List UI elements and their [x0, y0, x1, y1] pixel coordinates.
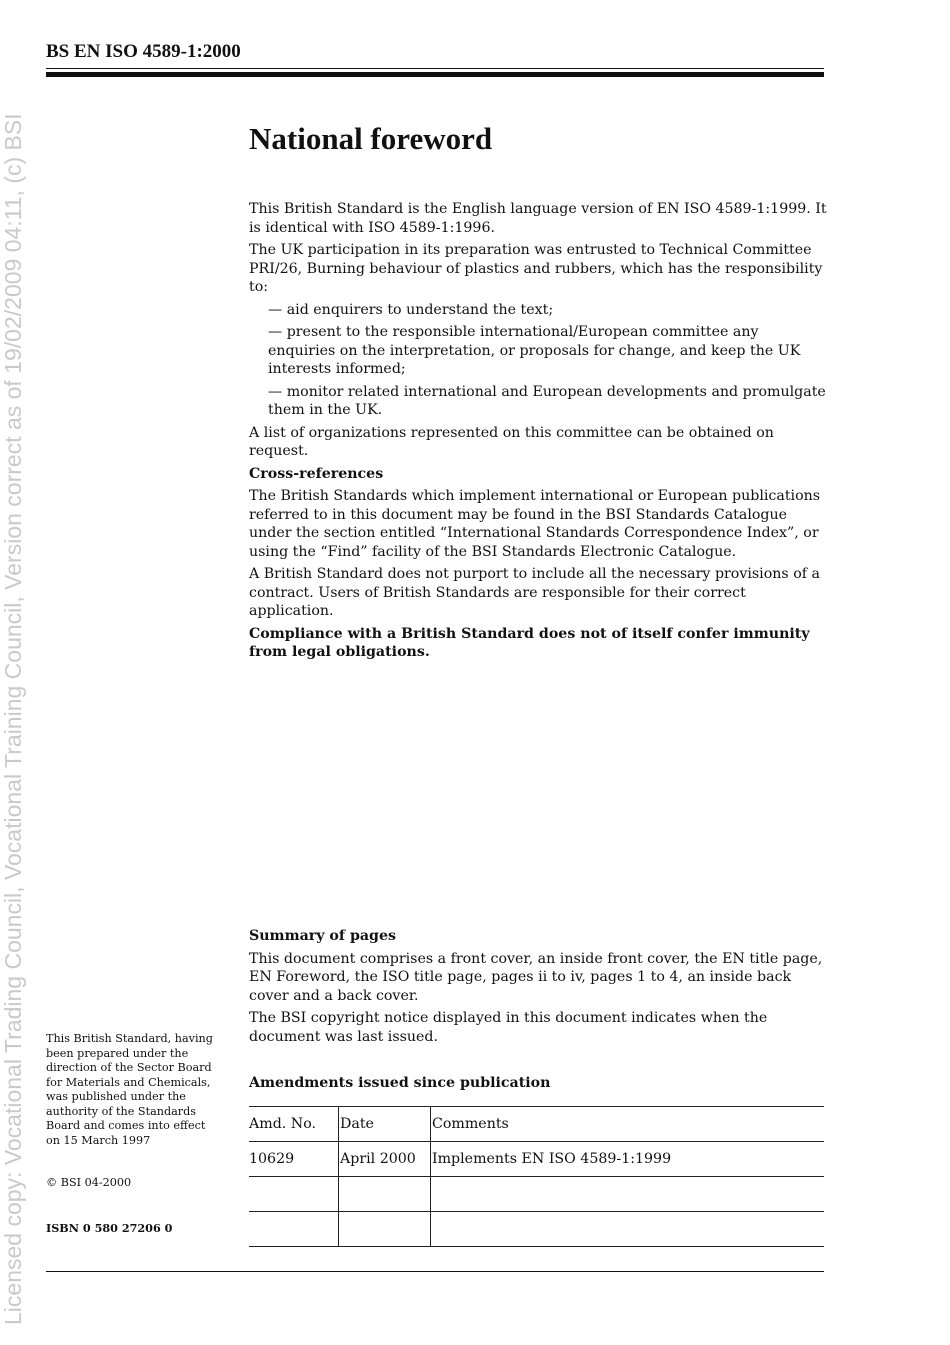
header-amd-no: Amd. No.	[249, 1107, 339, 1142]
summary-paragraph: This document comprises a front cover, an inside front cover, the EN title page, EN Foreword, the ISO title page, pages ii to iv, pages 1 to 4, an inside back cover and a back cover.	[249, 950, 823, 1004]
watermark-text: Licensed copy: Vocational Trading Council, Vocational Training Council, Version correct as of 19/02/2009 04:11, (c) BSI	[0, 113, 26, 1325]
compliance-statement: Compliance with a British Standard does not of itself confer immunity from legal obligations.	[249, 625, 810, 660]
paragraph-intro: This British Standard is the English language version of EN ISO 4589-1:1999. It is identical with ISO 4589-1:1996.	[249, 201, 827, 236]
responsibility-item: — aid enquirers to understand the text;	[268, 301, 554, 318]
paragraph-organizations: A list of organizations represented on this committee can be obtained on request.	[249, 424, 774, 459]
summary-of-pages	[249, 927, 829, 1050]
table-row	[249, 1212, 824, 1247]
copyright-notice-paragraph: The BSI copyright notice displayed in this document indicates when the document was last issued.	[249, 1010, 768, 1045]
page-title: National foreword	[249, 121, 493, 156]
publication-note: This British Standard, having been prepared under the direction of the Sector Board for Materials and Chemicals, was published under the authority of the Standards Board and comes into effect on 15 March 1997	[46, 1032, 213, 1147]
foreword-body	[249, 200, 829, 666]
document-reference: BS EN ISO 4589-1:2000	[46, 41, 241, 62]
amendments-title: Amendments issued since publication	[249, 1075, 551, 1091]
table-row	[249, 1177, 824, 1212]
cell-date	[339, 1212, 431, 1247]
footer-rule	[46, 1271, 824, 1272]
responsibility-item: — present to the responsible international/European committee any enquiries on the interpretation, or proposals for change, and keep the UK interests informed;	[268, 324, 801, 377]
copyright-line: © BSI 04-2000	[46, 1176, 132, 1189]
paragraph-committee: The UK participation in its preparation was entrusted to Technical Committee PRI/26, Burning behaviour of plastics and rubbers, which has the responsibility to:	[249, 242, 823, 295]
cell-amd-no	[249, 1212, 339, 1247]
header-rule-thin	[46, 68, 824, 69]
cell-date: April 2000	[339, 1142, 431, 1177]
cell-comments	[431, 1212, 825, 1247]
header-rule-thick	[46, 72, 824, 77]
cell-comments	[431, 1177, 825, 1212]
cell-date	[339, 1177, 431, 1212]
crossref-heading: Cross-references	[249, 465, 384, 482]
table-row	[249, 1142, 824, 1177]
amendments-table	[249, 1106, 824, 1247]
responsibility-item: — monitor related international and European developments and promulgate them in the UK.	[268, 383, 826, 418]
paragraph-crossref: The British Standards which implement international or European publications referred to in this document may be found in the BSI Standards Catalogue under the section entitled “International Standards Correspondence Index”, or using the “Find” facility of the BSI Standards Electronic Catalogue.	[249, 488, 821, 560]
cell-amd-no: 10629	[249, 1142, 339, 1177]
header-date: Date	[339, 1107, 431, 1142]
header-comments: Comments	[431, 1107, 825, 1142]
paragraph-provisions: A British Standard does not purport to include all the necessary provisions of a contract. Users of British Standards are responsible for their correct application.	[249, 566, 820, 619]
summary-heading: Summary of pages	[249, 928, 396, 944]
cell-comments: Implements EN ISO 4589-1:1999	[431, 1142, 825, 1177]
isbn-number: ISBN 0 580 27206 0	[46, 1221, 173, 1235]
cell-amd-no	[249, 1177, 339, 1212]
table-header-row	[249, 1107, 824, 1142]
